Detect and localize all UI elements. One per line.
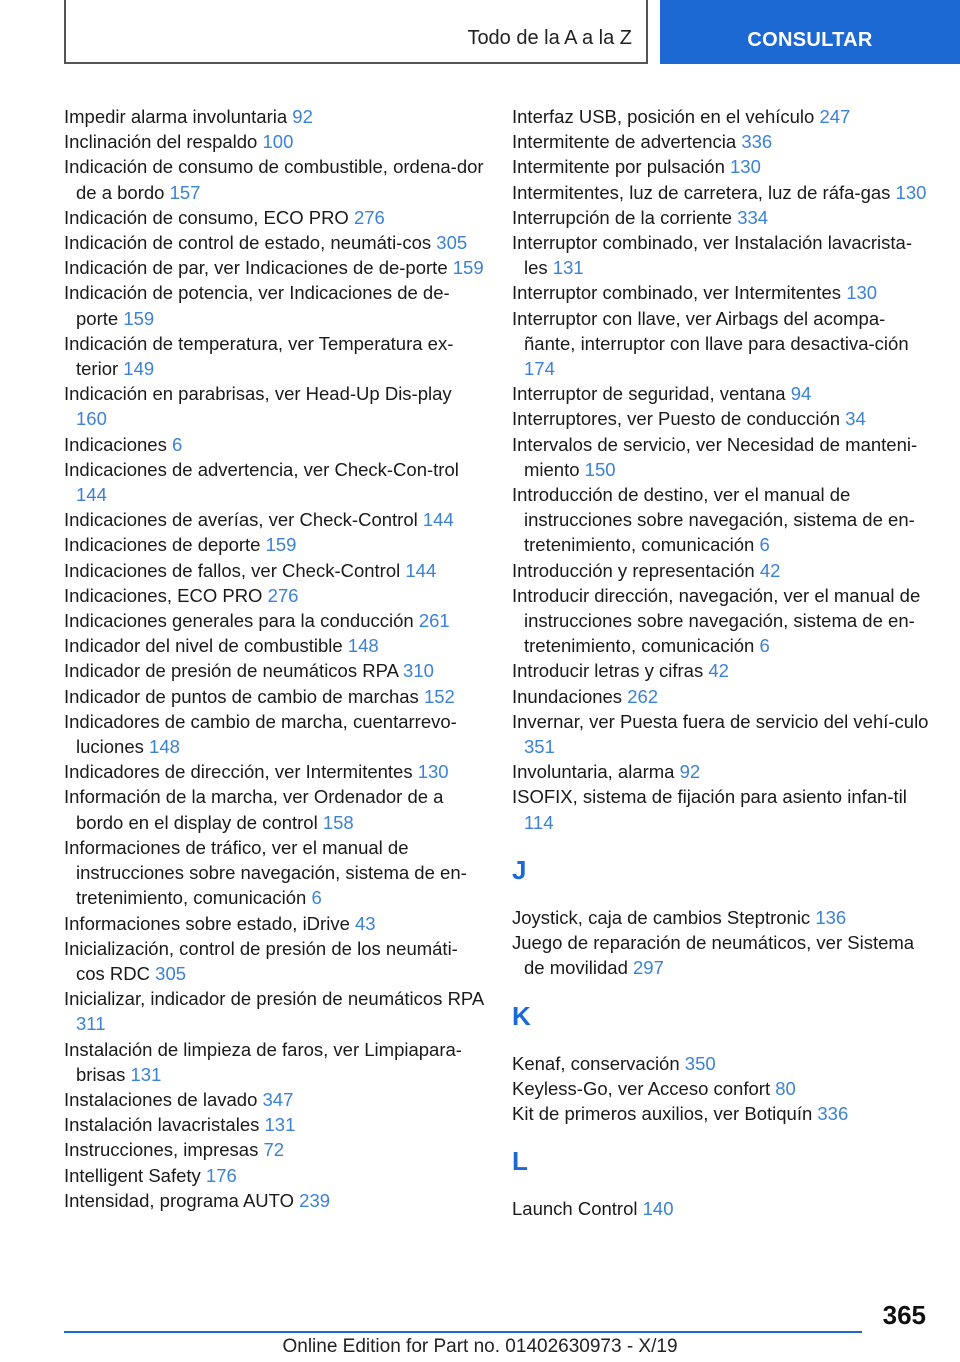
index-entry — [64, 507, 484, 532]
index-entry — [64, 784, 484, 834]
index-entry-text: Keyless-Go, ver Acceso confort — [512, 1077, 771, 1099]
page-link[interactable]: 351 — [524, 736, 555, 758]
index-entry — [64, 230, 484, 255]
index-entry — [64, 1087, 484, 1112]
page-link[interactable]: 114 — [524, 811, 554, 833]
index-entry — [512, 154, 932, 179]
index-entry-text: Interruptor con llave, ver Airbags del acompa‐ñante, interruptor con llave para desactiva‐ción — [512, 307, 909, 354]
index-entry-text: Intervalos de servicio, ver Necesidad de manteni‐miento — [512, 433, 918, 480]
index-entry-text: Interruptor combinado, ver Instalación lavacrista‐les — [512, 232, 912, 279]
index-entry — [512, 784, 932, 834]
index-entry-text: Intelligent Safety — [64, 1164, 201, 1186]
index-entry — [64, 1163, 484, 1188]
page-link[interactable]: 130 — [417, 761, 449, 783]
index-entry — [64, 1188, 484, 1213]
page-link[interactable]: 130 — [730, 156, 761, 178]
index-entry-text: Joystick, caja de cambios Steptronic — [512, 906, 811, 928]
page-link[interactable]: 131 — [130, 1063, 162, 1085]
index-entry-text: Indicador de puntos de cambio de marchas — [64, 685, 419, 707]
page-link[interactable]: 276 — [267, 584, 299, 606]
page-link[interactable]: 148 — [347, 635, 379, 657]
section-tab[interactable] — [64, 0, 648, 64]
index-entry-text: Indicaciones generales para la conducción — [64, 610, 414, 632]
page-link[interactable]: 42 — [759, 559, 781, 581]
page-link[interactable]: 42 — [708, 660, 729, 682]
index-entry-text: Indicador de presión de neumáticos RPA — [64, 660, 398, 682]
index-entry — [64, 129, 484, 154]
page-link[interactable]: 158 — [322, 811, 354, 833]
page-link[interactable]: 261 — [418, 610, 450, 632]
index-entry-text: Kit de primeros auxilios, ver Botiquín — [512, 1102, 813, 1124]
index-entry — [64, 104, 484, 129]
index-entry — [64, 911, 484, 936]
page-link[interactable]: 152 — [423, 685, 455, 707]
index-entry-text: Juego de reparación de neumáticos, ver Sistema de movilidad — [512, 932, 915, 979]
index-letter-heading: J — [512, 854, 527, 885]
page-number: 365 — [882, 1300, 926, 1330]
page-link[interactable]: 140 — [642, 1198, 674, 1220]
index-entry-text: Inicializar, indicador de presión de neumáticos RPA — [64, 988, 484, 1010]
index-entry — [64, 381, 484, 431]
index-entry-text: Inicialización, control de presión de los neumáti‐cos RDC — [64, 937, 458, 984]
index-entry — [64, 835, 484, 911]
index-entry — [512, 306, 932, 382]
page-link[interactable]: 347 — [262, 1088, 294, 1110]
index-entry — [64, 457, 484, 507]
page-link[interactable]: 311 — [76, 1013, 106, 1035]
page-link[interactable]: 239 — [299, 1189, 331, 1211]
index-entry-text: Indicación de consumo de combustible, ordena‐dor de a bordo — [64, 156, 484, 203]
page-link[interactable]: 276 — [353, 206, 385, 228]
page-link[interactable]: 262 — [627, 685, 659, 707]
index-entry-text: Informaciones sobre estado, iDrive — [64, 912, 350, 934]
index-entry — [512, 930, 932, 980]
page-link[interactable]: 149 — [123, 358, 155, 380]
index-entry — [64, 633, 484, 658]
index-entry-text: Launch Control — [512, 1198, 638, 1220]
index-entry — [512, 129, 932, 154]
page-link[interactable]: 174 — [524, 358, 555, 380]
index-entry-text: Intermitente de advertencia — [512, 131, 737, 153]
consult-tab-label: CONSULTAR — [747, 29, 873, 51]
index-entry — [64, 583, 484, 608]
page-link[interactable]: 6 — [171, 433, 183, 455]
footer-divider — [64, 1331, 862, 1333]
index-entry — [512, 205, 932, 230]
index-entry-text: Indicación de control de estado, neumáti‐cos — [64, 232, 432, 254]
index-entry-text: Instrucciones, impresas — [64, 1139, 259, 1161]
page-link[interactable]: 160 — [76, 408, 107, 430]
page-link[interactable]: 80 — [775, 1077, 796, 1099]
page-link[interactable]: 6 — [759, 635, 770, 657]
page-link[interactable]: 150 — [584, 458, 616, 480]
index-entry — [512, 280, 932, 305]
page-link[interactable]: 144 — [405, 559, 437, 581]
page-link[interactable]: 336 — [817, 1102, 849, 1124]
index-entry-text: Indicaciones de averías, ver Check-Control — [64, 509, 418, 531]
page-link[interactable]: 92 — [292, 106, 313, 127]
index-entry-text: Indicación en parabrisas, ver Head-Up Dis‐play — [64, 383, 452, 405]
index-column-left — [64, 104, 484, 1213]
index-entry-text: Introducción y representación — [512, 559, 755, 581]
index-entry — [512, 1051, 932, 1076]
page-link[interactable]: 131 — [552, 257, 584, 279]
page-link[interactable]: 144 — [422, 509, 454, 531]
page-link[interactable]: 159 — [265, 534, 297, 556]
index-entry — [512, 583, 932, 659]
index-entry — [64, 532, 484, 557]
index-entry — [512, 230, 932, 280]
index-entry-text: Indicación de potencia, ver Indicaciones de de‐porte — [64, 282, 450, 329]
page-link[interactable]: 130 — [895, 181, 927, 203]
index-entry-text: Indicaciones — [64, 433, 167, 455]
index-entry — [512, 1101, 932, 1126]
page-link[interactable]: 176 — [205, 1164, 237, 1186]
index-entry — [64, 986, 484, 1036]
index-entry-text: Indicadores de dirección, ver Intermitentes — [64, 761, 413, 783]
index-entry — [64, 1037, 484, 1087]
page-link[interactable]: 297 — [633, 957, 664, 979]
index-entry-text: Indicaciones, ECO PRO — [64, 584, 263, 606]
index-entry — [512, 684, 932, 709]
index-entry — [64, 759, 484, 784]
footer-edition: Online Edition for Part no. 01402630973 - X/19 — [282, 1336, 678, 1357]
index-entry — [64, 608, 484, 633]
index-entry-text: Indicación de temperatura, ver Temperatura ex‐terior — [64, 332, 454, 380]
index-entry — [512, 381, 932, 406]
page-link[interactable]: 130 — [846, 282, 878, 304]
index-entry — [64, 280, 484, 330]
index-entry — [512, 180, 932, 205]
index-entry — [64, 154, 484, 204]
page-link[interactable]: 336 — [741, 131, 773, 153]
page-link[interactable]: 136 — [815, 906, 847, 928]
index-entry-text: Interruptores, ver Puesto de conducción — [512, 408, 841, 430]
page-link[interactable]: 43 — [355, 912, 376, 934]
page-link[interactable]: 148 — [149, 736, 180, 758]
index-entry — [512, 482, 932, 558]
index-entry — [64, 658, 484, 683]
index-entry-text: Instalaciones de lavado — [64, 1088, 258, 1110]
index-entry-text: Intermitentes, luz de carretera, luz de ráfa‐gas — [512, 181, 891, 203]
index-entry — [512, 1196, 932, 1221]
index-entry-text: Indicaciones de deporte — [64, 534, 261, 556]
index-entry — [512, 658, 932, 683]
index-entry — [512, 558, 932, 583]
index-entry — [64, 709, 484, 759]
index-entry — [512, 759, 932, 784]
index-entry-text: Invernar, ver Puesta fuera de servicio del vehí‐culo — [512, 710, 929, 732]
index-entry — [64, 1137, 484, 1162]
page-link[interactable]: 334 — [737, 206, 769, 228]
index-entry-text: Introducir dirección, navegación, ver el manual de instrucciones sobre navegación, sistema de en‐tretenimiento, comunicación — [512, 584, 921, 657]
index-entry — [64, 1112, 484, 1137]
index-entry — [64, 255, 484, 280]
index-entry — [512, 1076, 932, 1101]
page-link[interactable]: 247 — [819, 106, 851, 127]
index-entry-text: ISOFIX, sistema de fijación para asiento infan‐til — [512, 786, 907, 808]
index-entry-text: Indicaciones de advertencia, ver Check-Con‐trol — [64, 458, 459, 480]
page-link[interactable]: 144 — [76, 484, 107, 506]
index-entry-text: Indicación de consumo, ECO PRO — [64, 206, 349, 228]
index-entry — [512, 432, 932, 482]
index-entry — [512, 104, 932, 129]
page-link[interactable]: 157 — [169, 181, 201, 203]
index-letter-heading: L — [512, 1146, 528, 1177]
section-tab-label: Todo de la A a la Z — [467, 27, 632, 49]
index-entry-text: Inundaciones — [512, 685, 623, 707]
index-column-right — [512, 104, 932, 1221]
index-entry-text: Instalación lavacristales — [64, 1114, 260, 1136]
page-link[interactable]: 310 — [403, 660, 434, 682]
index-entry-text: Kenaf, conservación — [512, 1052, 680, 1074]
page-link[interactable]: 350 — [684, 1052, 716, 1074]
page-link[interactable]: 6 — [759, 534, 770, 556]
index-entry — [512, 905, 932, 930]
index-entry — [64, 331, 484, 381]
page-link[interactable]: 94 — [790, 383, 812, 405]
page-link[interactable]: 305 — [436, 232, 468, 254]
page-link[interactable]: 159 — [123, 307, 155, 329]
index-letter-heading: K — [512, 1000, 531, 1031]
index-entry-text: Impedir alarma involuntaria — [64, 106, 288, 127]
index-entry-text: Inclinación del respaldo — [64, 131, 258, 153]
index-entry-text: Indicadores de cambio de marcha, cuentarrevo‐luciones — [64, 710, 457, 758]
index-entry-text: Intermitente por pulsación — [512, 156, 725, 178]
page-link[interactable]: 100 — [262, 131, 294, 153]
index-entry-text: Involuntaria, alarma — [512, 761, 675, 783]
index-entry-text: Instalación de limpieza de faros, ver Limpiapara‐brisas — [64, 1038, 462, 1085]
index-entry-text: Introducción de destino, ver el manual de instrucciones sobre navegación, sistema de en‐tretenimiento, comunicación — [512, 484, 915, 556]
page-link[interactable]: 92 — [679, 761, 701, 783]
page-link[interactable]: 6 — [311, 887, 322, 909]
index-entry-text: Interruptor combinado, ver Intermitentes — [512, 282, 842, 304]
index-entry — [64, 558, 484, 583]
page-link[interactable]: 72 — [263, 1139, 285, 1161]
index-entry-text: Interfaz USB, posición en el vehículo — [512, 106, 815, 127]
index-entry — [512, 406, 932, 431]
index-entry-text: Interruptor de seguridad, ventana — [512, 383, 786, 405]
index-entry-text: Indicaciones de fallos, ver Check-Control — [64, 559, 401, 581]
index-entry — [64, 205, 484, 230]
index-entry — [64, 936, 484, 986]
page-link[interactable]: 34 — [845, 408, 866, 430]
page-link[interactable]: 131 — [264, 1114, 296, 1136]
index-entry-text: Indicador del nivel de combustible — [64, 635, 343, 657]
page-link[interactable]: 305 — [155, 962, 187, 984]
index-entry-text: Introducir letras y cifras — [512, 660, 704, 682]
index-entry-text: Indicación de par, ver Indicaciones de de‐porte — [64, 257, 448, 279]
index-entry-text: Interrupción de la corriente — [512, 206, 733, 228]
index-entry-text: Información de la marcha, ver Ordenador de a bordo en el display de control — [64, 786, 444, 833]
index-entry-text: Intensidad, programa AUTO — [64, 1189, 295, 1211]
index-entry — [64, 684, 484, 709]
index-entry — [64, 432, 484, 457]
index-entry — [512, 709, 932, 759]
page-link[interactable]: 159 — [452, 257, 484, 279]
index-entry-text: Informaciones de tráfico, ver el manual de instrucciones sobre navegación, sistema de en‐tretenimiento, comunicación — [64, 836, 467, 909]
consult-tab[interactable] — [660, 0, 960, 64]
